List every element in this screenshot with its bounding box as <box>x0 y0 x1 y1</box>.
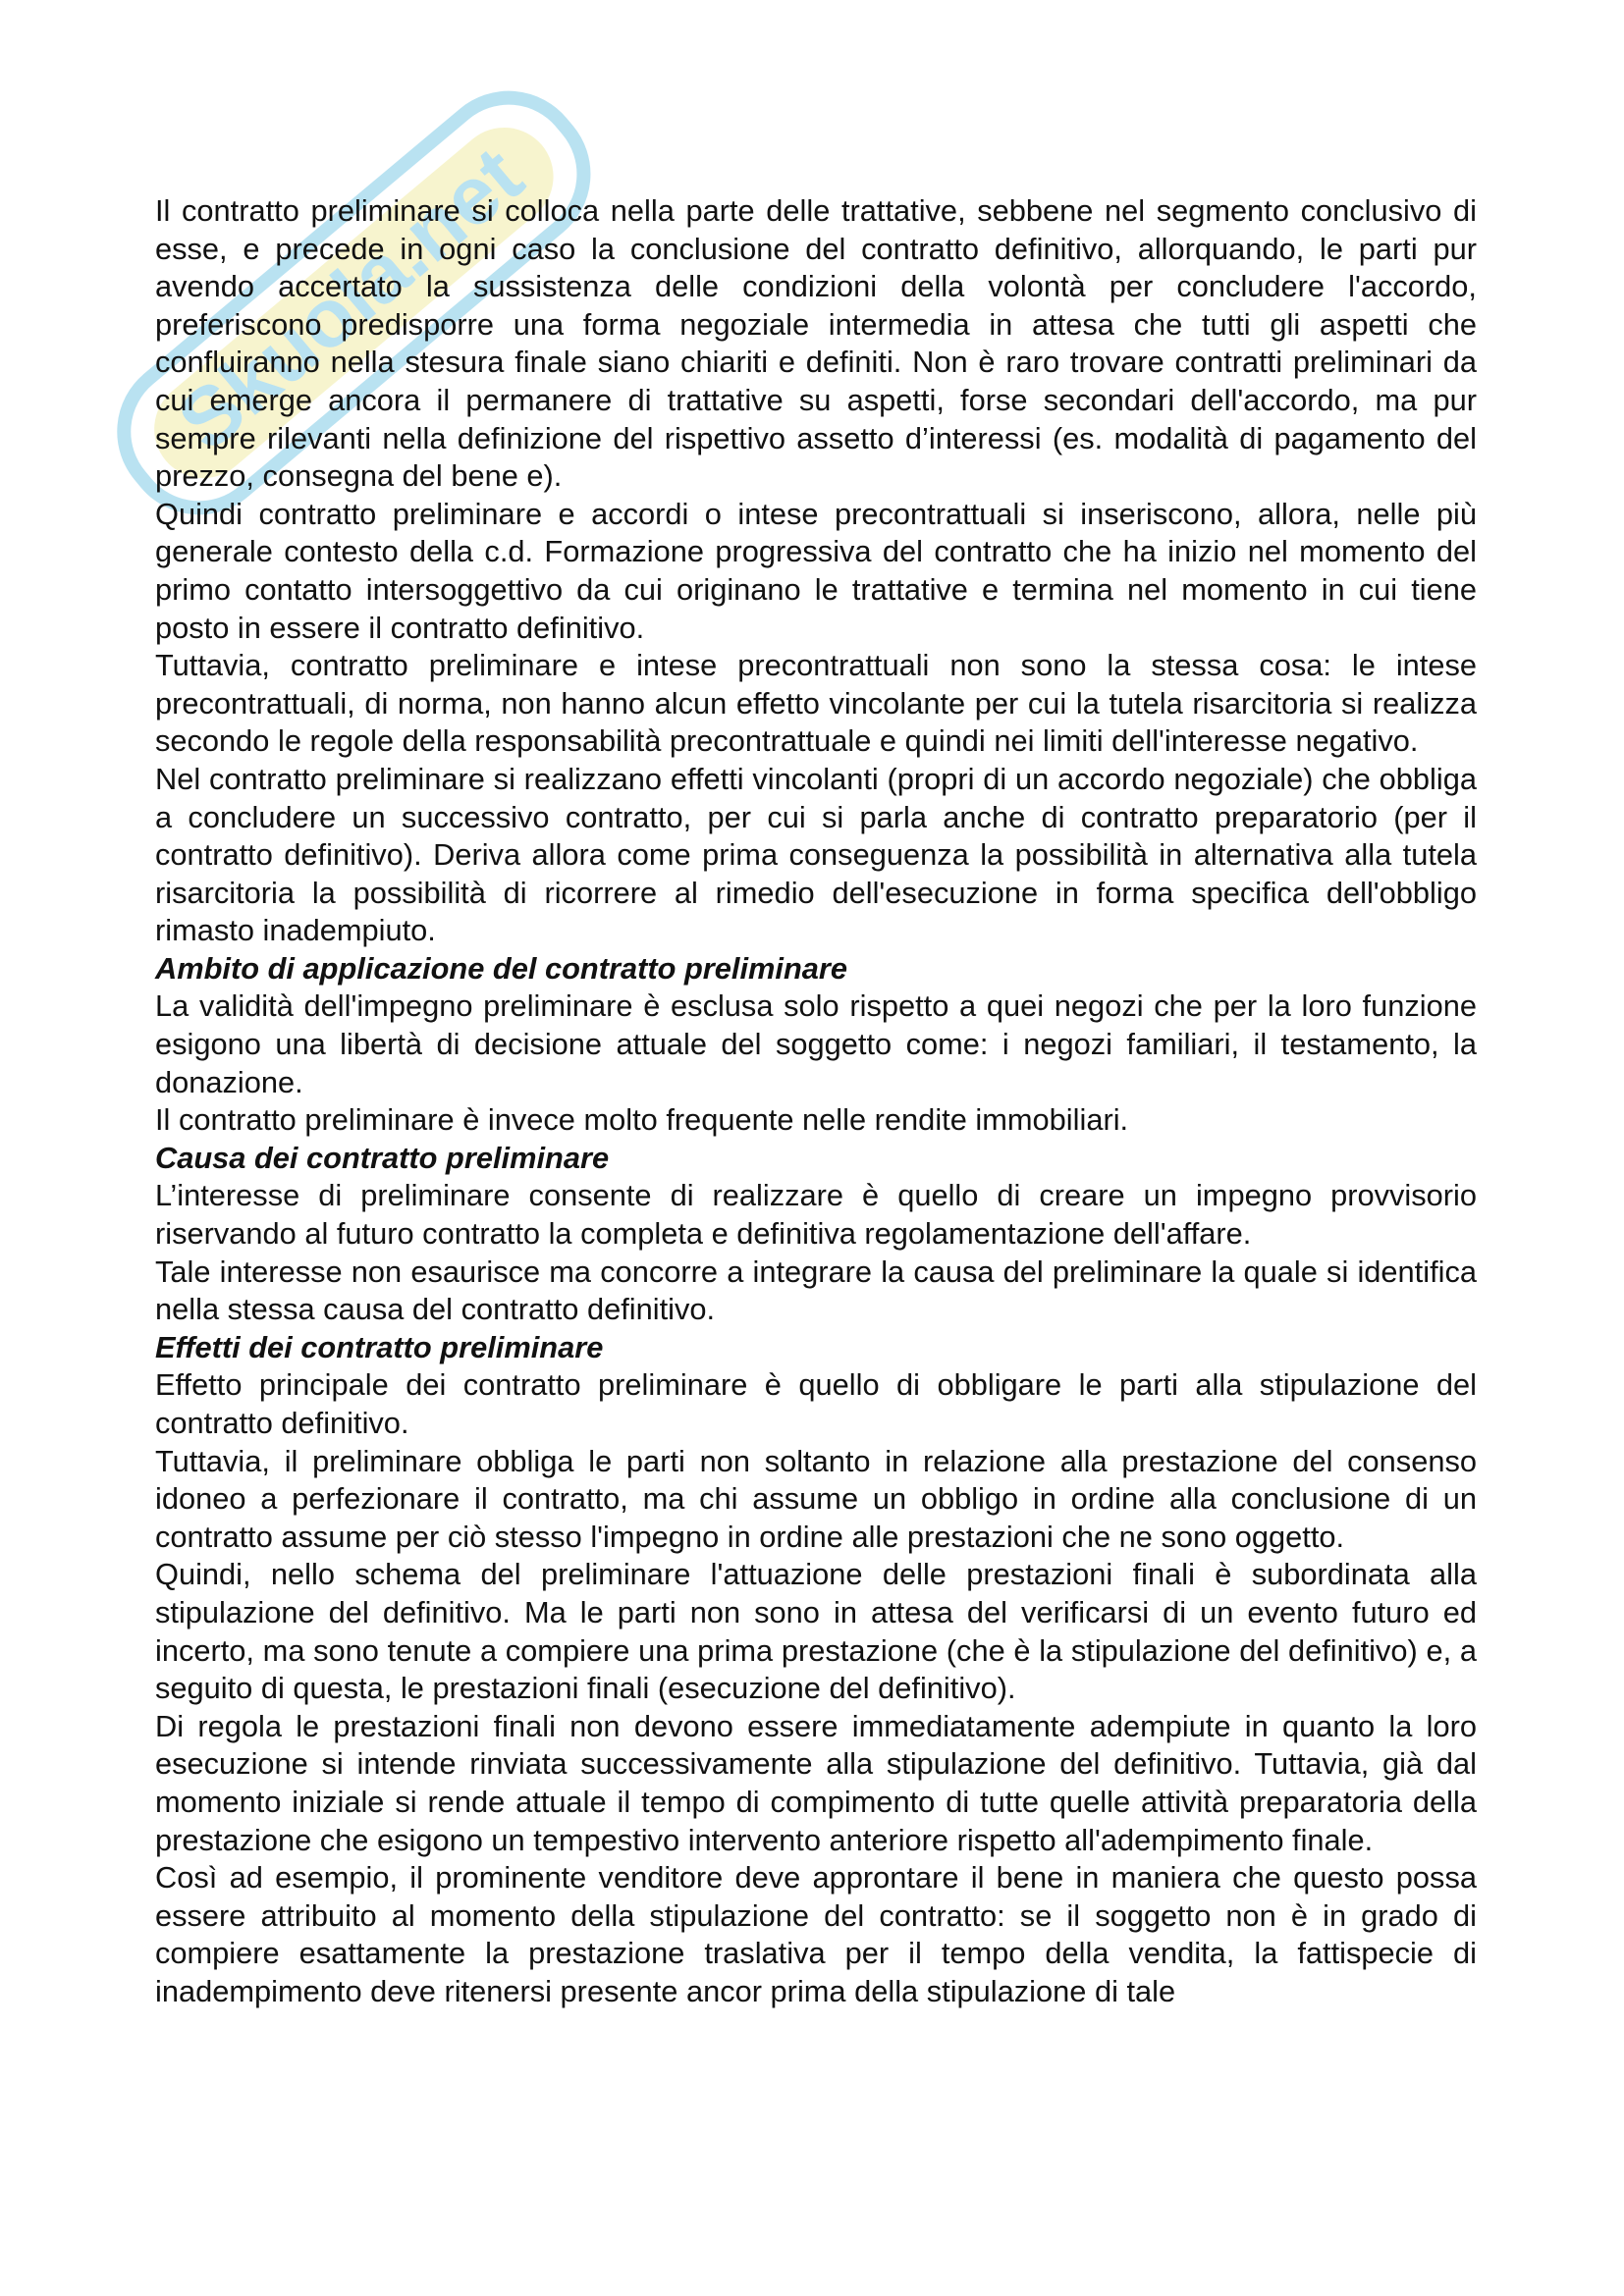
paragraph: Quindi contratto preliminare e accordi o intese precontrattuali si inseriscono, allora, nelle più generale contesto della c.d. Formazione progressiva del contratto che ha inizio nel momento del primo contatto intersoggettivo da cui originano le trattative e termina nel momento in cui tiene posto in essere il contratto definitivo. <box>155 496 1477 645</box>
watermark-brand-text: Skuola.net <box>160 129 540 468</box>
section-heading: Causa dei contratto preliminare <box>155 1140 610 1175</box>
paragraph: Di regola le prestazioni finali non devono essere immediatamente adempiute in quanto la loro esecuzione si intende rinviata successivamente alla stipulazione del definitivo. Tuttavia, già dal momento iniziale si rende attuale il tempo di compimento di tutte quelle attività preparatoria della prestazione che esigono un tempestivo intervento anteriore rispetto all'adempimento finale. <box>155 1708 1477 1857</box>
section-heading: Effetti dei contratto preliminare <box>155 1329 604 1364</box>
paragraph: Nel contratto preliminare si realizzano effetti vincolanti (propri di un accordo negoziale) che obbliga a concludere un successivo contratto, per cui si parla anche di contratto preparatorio (per il contratto definitivo). Deriva allora come prima conseguenza la possibilità in alternativa alla tutela risarcitoria la possibilità di ricorrere al rimedio dell'esecuzione in forma specifica dell'obbligo rimasto inadempiuto. <box>155 761 1477 948</box>
paragraph: Tale interesse non esaurisce ma concorre a integrare la causa del preliminare la quale si identifica nella stessa causa del contratto definitivo. <box>155 1254 1477 1327</box>
section-heading: Ambito di applicazione del contratto preliminare <box>155 950 848 986</box>
paragraph: Tuttavia, contratto preliminare e intese precontrattuali non sono la stessa cosa: le intese precontrattuali, di norma, non hanno alcun effetto vincolante per cui la tutela risarcitoria si realizza secondo le regole della responsabilità precontrattuale e quindi nei limiti dell'interesse negativo. <box>155 648 1477 759</box>
paragraph: La validità dell'impegno preliminare è esclusa solo rispetto a quei negozi che per la loro funzione esigono una libertà di decisione attuale del soggetto come: i negozi familiari, il testamento, la donazione. <box>155 988 1477 1099</box>
paragraph: L’interesse di preliminare consente di realizzare è quello di creare un impegno provvisorio riservando al futuro contratto la completa e definitiva regolamentazione dell'affare. <box>155 1178 1477 1252</box>
paragraph: Tuttavia, il preliminare obbliga le parti non soltanto in relazione alla prestazione del consenso idoneo a perfezionare il contratto, ma chi assume un obbligo in ordine alla conclusione di un contratto assume per ciò stesso l'impegno in ordine alle prestazioni che ne sono oggetto. <box>155 1443 1477 1554</box>
paragraph: Il contratto preliminare è invece molto frequente nelle rendite immobiliari. <box>155 1102 1129 1138</box>
paragraph: Effetto principale dei contratto preliminare è quello di obbligare le parti alla stipulazione del contratto definitivo. <box>155 1367 1477 1440</box>
paragraph: Il contratto preliminare si colloca nella parte delle trattative, sebbene nel segmento conclusivo di esse, e precede in ogni caso la conclusione del contratto definitivo, allorquando, le parti pur avendo accertato la sussistenza delle condizioni della volontà per concludere l'accordo, preferiscono predisporre una forma negoziale intermedia in attesa che tutti gli aspetti che confluiranno nella stesura finale siano chiariti e definiti. Non è raro trovare contratti preliminari da cui emerge ancora il permanere di trattative su aspetti, forse secondari dell'accordo, ma pur sempre rilevanti nella definizione del rispettivo assetto d’interessi (es. modalità di pagamento del prezzo, consegna del bene e). <box>155 193 1477 494</box>
paragraph: Così ad esempio, il prominente venditore deve approntare il bene in maniera che questo possa essere attribuito al momento della stipulazione del contratto: se il soggetto non è in grado di compiere esattamente la prestazione traslativa per il tempo della vendita, la fattispecie di inadempimento deve ritenersi presente ancor prima della stipulazione di tale <box>155 1860 1477 2008</box>
document-body <box>155 192 1477 2011</box>
paragraph: Quindi, nello schema del preliminare l'attuazione delle prestazioni finali è subordinata alla stipulazione del definitivo. Ma le parti non sono in attesa del verificarsi di un evento futuro ed incerto, ma sono tenute a compiere una prima prestazione (che è la stipulazione del definitivo) e, a seguito di questa, le prestazioni finali (esecuzione del definitivo). <box>155 1557 1477 1706</box>
